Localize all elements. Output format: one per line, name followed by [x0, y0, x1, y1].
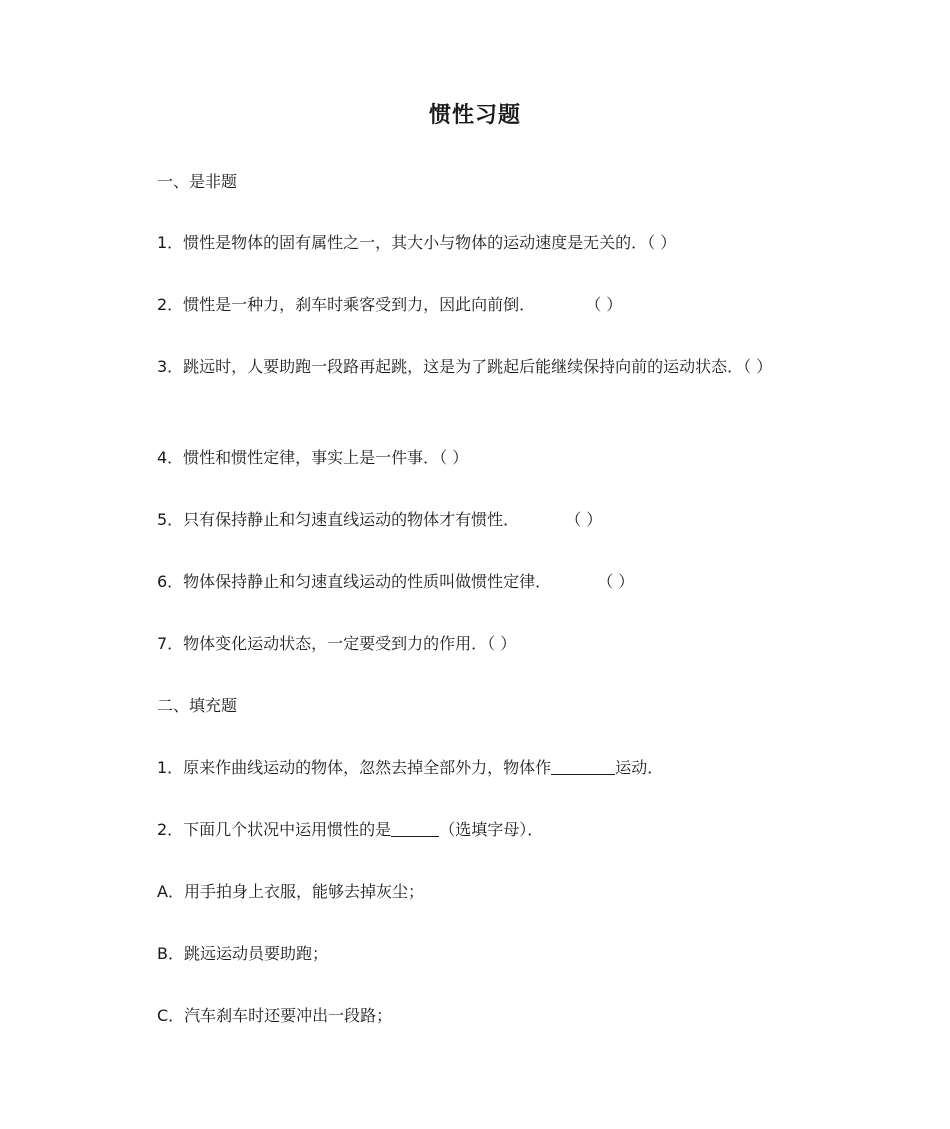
question-text: 1．原来作曲线运动的物体，忽然去掉全部外力，物体作	[157, 758, 552, 777]
question-text: 2．下面几个状况中运用惯性的是	[157, 820, 392, 839]
option-b: B．跳远运动员要助跑；	[157, 944, 328, 963]
question-item: 1．惯性是物体的固有属性之一，其大小与物体的运动速度是无关的．（ ）	[157, 233, 677, 252]
option-a: A．用手拍身上衣服，能够去掉灰尘；	[157, 882, 424, 901]
document-title: 惯性习题	[428, 103, 521, 128]
question-text: 运动．	[615, 758, 664, 777]
answer-blank	[391, 818, 439, 837]
fill-question-1	[157, 754, 663, 782]
section-heading-fill-in: 二、填充题	[157, 696, 238, 715]
question-item	[157, 506, 602, 534]
question-item	[157, 568, 634, 596]
question-item: 4．惯性和惯性定律，事实上是一件事．（ ）	[157, 448, 469, 467]
question-text: 2．惯性是一种力，刹车时乘客受到力，因此向前倒．	[157, 295, 536, 314]
question-text: 5．只有保持静止和匀速直线运动的物体才有惯性．	[157, 510, 520, 529]
question-item	[157, 291, 622, 319]
fill-question-2	[157, 816, 543, 844]
question-text: （选填字母）．	[439, 820, 544, 839]
answer-parenthesis: （ ）	[585, 295, 623, 314]
question-text: 6．物体保持静止和匀速直线运动的性质叫做惯性定律．	[157, 572, 552, 591]
answer-blank	[551, 756, 615, 775]
answer-parenthesis: （ ）	[597, 572, 635, 591]
section-heading-true-false: 一、是非题	[157, 172, 238, 191]
question-item: 7．物体变化运动状态，一定要受到力的作用．（ ）	[157, 634, 517, 653]
answer-parenthesis: （ ）	[565, 510, 603, 529]
option-c: C．汽车刹车时还要冲出一段路；	[157, 1006, 393, 1025]
question-item: 3．跳远时，人要助跑一段路再起跳，这是为了跳起后能继续保持向前的运动状态．（ ）	[157, 357, 773, 376]
